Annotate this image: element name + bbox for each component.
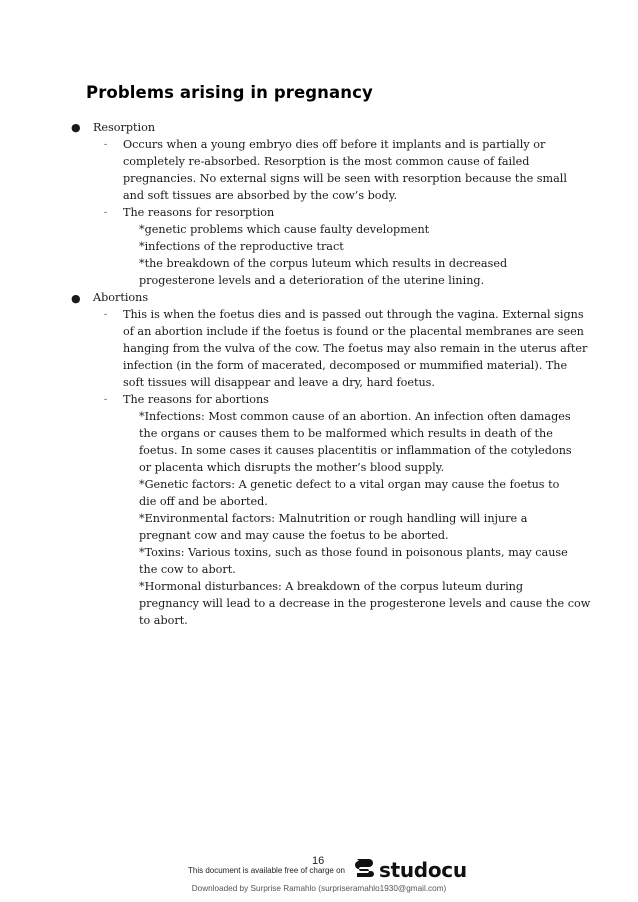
reason-line: the cow to abort. [139,563,236,576]
paragraph-line: pregnancies. No external signs will be seen with resorption because the small [123,172,567,185]
paragraph-line: Occurs when a young embryo dies off before it implants and is partially or [123,138,546,151]
reason-line: or placenta which disrupts the mother’s blood supply. [139,461,445,474]
reason-line: *genetic problems which cause faulty development [139,223,430,236]
section-heading-abortions: Abortions [93,291,149,304]
paragraph-line: completely re-absorbed. Resorption is the most common cause of failed [123,155,530,168]
section-heading-resorption: Resorption [93,121,156,134]
paragraph-line: and soft tissues are absorbed by the cow’s body. [123,189,398,202]
dash-bullet-icon: - [104,208,108,218]
paragraph-line: This is when the foetus dies and is passed out through the vagina. External signs [123,308,584,321]
dash-bullet-icon: - [104,395,108,405]
bullet-icon: ● [71,292,81,305]
dash-bullet-icon: - [104,310,108,320]
subheading-resorption-reasons: The reasons for resorption [123,206,275,219]
paragraph-line: infection (in the form of macerated, decomposed or mummified material). The [123,359,568,372]
reason-line: die off and be aborted. [139,495,268,508]
downloaded-by-footer: Downloaded by Surprise Ramahlo (surpriseramahlo1930@gmail.com) [191,884,447,893]
dash-bullet-icon: - [104,140,108,150]
reason-line: *Environmental factors: Malnutrition or rough handling will injure a [139,512,528,525]
reason-line: *infections of the reproductive tract [139,240,344,253]
studocu-wordmark: studocu [379,858,467,882]
reason-line: progesterone levels and a deterioration of the uterine lining. [139,274,485,287]
bullet-icon: ● [71,121,81,134]
paragraph-line: hanging from the vulva of the cow. The foetus may also remain in the uterus after [123,342,588,355]
reason-line: pregnancy will lead to a decrease in the progesterone levels and cause the cow [139,597,591,610]
studocu-logo-icon [353,857,375,883]
availability-text: This document is available free of charge on [188,866,345,875]
reason-line: *Toxins: Various toxins, such as those found in poisonous plants, may cause [139,546,568,559]
reason-line: foetus. In some cases it causes placentitis or inflammation of the cotyledons [139,444,572,457]
reason-line: to abort. [139,614,188,627]
subheading-abortion-reasons: The reasons for abortions [123,393,269,406]
reason-line: *Genetic factors: A genetic defect to a vital organ may cause the foetus to [139,478,560,491]
reason-line: *the breakdown of the corpus luteum which results in decreased [139,257,508,270]
studocu-logo[interactable] [353,857,467,883]
reason-line: the organs or causes them to be malformed which results in death of the [139,427,553,440]
reason-line: pregnant cow and may cause the foetus to be aborted. [139,529,449,542]
reason-line: *Infections: Most common cause of an abortion. An infection often damages [139,410,571,423]
reason-line: *Hormonal disturbances: A breakdown of the corpus luteum during [139,580,524,593]
paragraph-line: of an abortion include if the foetus is found or the placental membranes are seen [123,325,584,338]
page-title: Problems arising in pregnancy [86,83,373,102]
paragraph-line: soft tissues will disappear and leave a dry, hard foetus. [123,376,435,389]
page-number: 16 [312,855,325,867]
